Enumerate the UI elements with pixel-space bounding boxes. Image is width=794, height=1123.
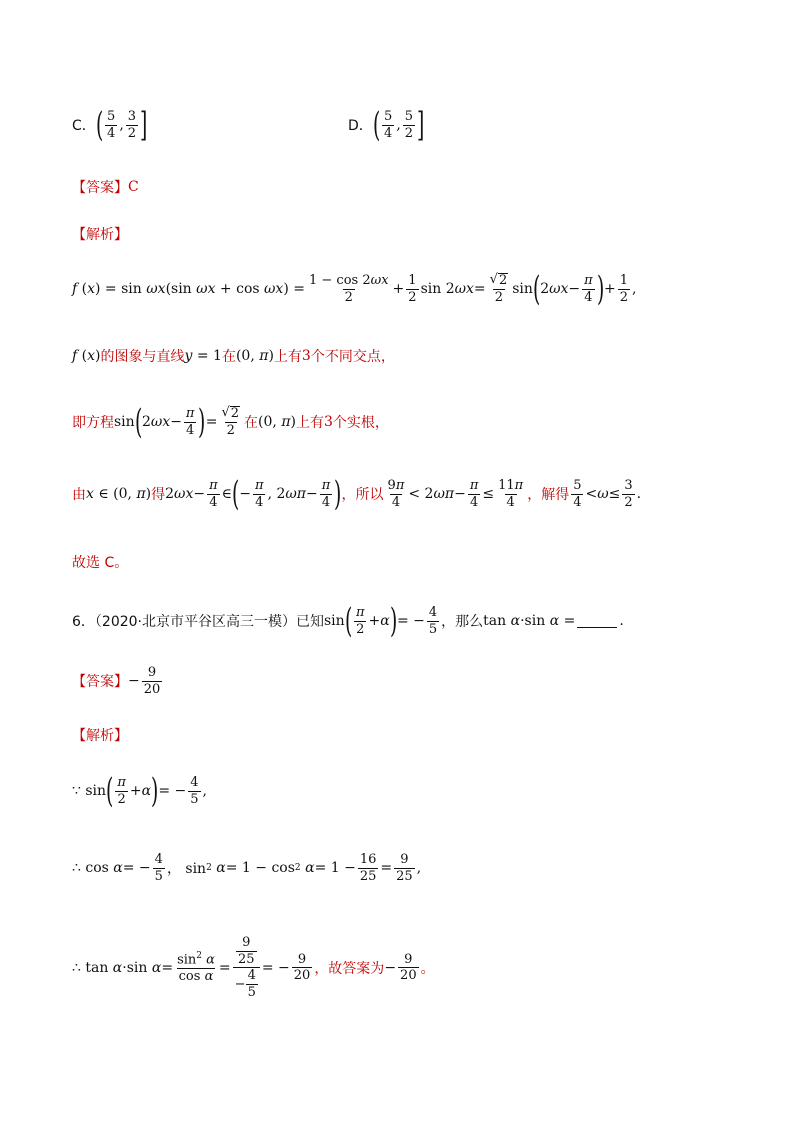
analysis-tag: 【解析】 bbox=[72, 227, 128, 243]
option-c: C． ( $\frac{5}{4}$ , $\frac{3}{2}$ ] bbox=[72, 105, 148, 145]
analysis-line-4: 由 x ∈ (0, π) 得 2 ωx − $\frac{\pi}{4}$ ∈ ( − $\frac{\pi}{4}$ , 2 ωπ − $\frac{\pi}{4}$ ) ，所以 $\frac{9\pi}{4}$ < 2 ωπ − $\frac{\pi}{4}$ ≤ $\frac{11\pi}{4}$ ，解得 $\frac{5}{4}$ < ω ≤ $\frac{3}{2}$ . bbox=[72, 474, 642, 514]
analysis-2-line-3: ∴ tan α ·sin α = $\frac{\sin^2 \alpha}{\text{cos α}}$ = $\frac{9}{25}$ − $\frac{4}{5}$ = − $\frac{9}{20}$ ，故答案为 − $\frac{9}{20}$ 。 bbox=[72, 935, 435, 1000]
analysis-conclusion: 故选 C。 bbox=[72, 555, 129, 571]
analysis-1-tag-line bbox=[72, 224, 128, 244]
analysis-2-tag: 【解析】 bbox=[72, 728, 128, 744]
option-c-label: C． bbox=[72, 118, 96, 134]
answer-value: C bbox=[128, 179, 139, 195]
question-6: 6．（2020·北京市平谷区高三一模）已知 sin ( $\frac{\pi}{2}$ + α ) = − $\frac{4}{5}$ ，那么 tan α·sin α = . bbox=[72, 601, 624, 641]
analysis-2-line-1: ∵ sin ( $\frac{\pi}{2}$ + α ) = − $\frac{4}{5}$ , bbox=[72, 771, 207, 811]
answer-2-tag: 【答案】 bbox=[72, 674, 128, 691]
answer-2: 【答案】 − $\frac{9}{20}$ bbox=[72, 665, 161, 697]
option-d: D． ( $\frac{5}{4}$ , $\frac{5}{2}$ ] bbox=[348, 105, 425, 145]
final-text: ，故答案为 bbox=[314, 960, 385, 977]
answer-tag: 【答案】 bbox=[72, 180, 128, 196]
formula-fx: f ( x ) = sin ωx (sin ωx + cos ωx ) = $\frac{1 - \cos 2\omega x}{2}$ + $\frac{1}{2}$ sin 2 ωx = √ 2 2 sin ( 2 ωx − $\frac{\pi}{4}$ ) + $\frac{1}{2}$ , bbox=[72, 269, 637, 309]
analysis-2-line-2: ∴ cos α = − $\frac{4}{5}$ ， sin 2 α = 1 − cos 2 α = 1 − $\frac{16}{25}$ = $\frac{9}{25}$ , bbox=[72, 852, 422, 884]
answer-blank bbox=[577, 615, 617, 628]
analysis-line-2: f (x) 的图象与直线 y = 1 在 (0, π) 上有 3 个不同交点， bbox=[72, 348, 395, 365]
question-6-prefix: 6．（2020·北京市平谷区高三一模）已知 bbox=[72, 614, 324, 630]
question-6-middle: ，那么 bbox=[441, 614, 484, 630]
option-d-label: D． bbox=[348, 118, 373, 134]
answer-1 bbox=[72, 177, 139, 197]
analysis-line-3: 即方程 sin ( 2 ωx − $\frac{\pi}{4}$ ) = √ 2 2 在 (0, π) 上有 3 个实根， bbox=[72, 402, 389, 442]
analysis-2-tag-line bbox=[72, 725, 128, 745]
